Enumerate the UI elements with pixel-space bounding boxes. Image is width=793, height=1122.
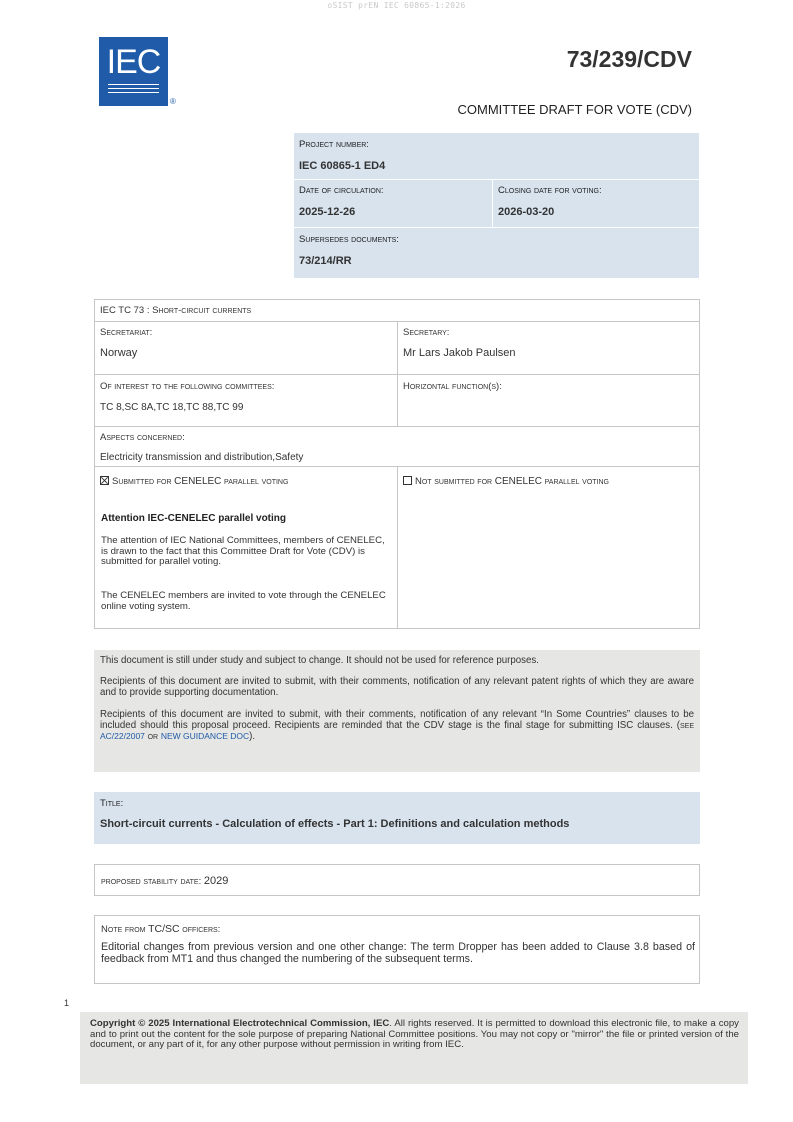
logo-line	[108, 84, 159, 85]
secretariat-cell	[95, 322, 398, 375]
copyright-text: Copyright © 2025 International Electrotechnical Commission, IEC. All rights reserved. It is permitted to download this electronic file, to make a copy and to print out the content for the sole purpose of preparing National Committee positions. You may not copy or "mirror" the file or printed version of the document, or any part of it, for any other purpose without permission in writing from IEC.	[90, 1018, 739, 1050]
notice-p2: Recipients of this document are invited to submit, with their comments, notification of any relevant patent rights of which they are aware and to provide supporting documentation.	[100, 676, 694, 698]
horizontal-cell	[398, 375, 699, 427]
tc-row	[95, 300, 699, 322]
watermark: oSIST prEN IEC 60865-1:2026	[327, 1, 466, 10]
notice-p3: Recipients of this document are invited to submit, with their comments, notification of any relevant “In Some Countries” clauses to be included should this proposal proceed. Recipients are reminded that the CDV stage is the final stage for submitting ISC clauses. (see AC/22/2007 or NEW GUIDANCE DOC).	[100, 709, 694, 742]
title-block	[94, 792, 700, 844]
document-number: 73/239/CDV	[566, 46, 692, 72]
checked-checkbox-icon	[100, 476, 109, 485]
line-number: 1	[64, 998, 70, 1008]
title-label: Title:	[100, 798, 124, 809]
note-label: Note from TC/SC officers:	[101, 923, 221, 935]
secretary-cell	[398, 322, 699, 375]
closing-cell	[493, 180, 699, 228]
project-number-label: Project number:	[299, 139, 369, 150]
iec-logo	[99, 37, 168, 106]
new-guidance-doc-link[interactable]: NEW GUIDANCE DOC	[160, 731, 250, 741]
notice-block	[94, 650, 700, 772]
logo-text: IEC	[106, 43, 161, 81]
project-number-cell	[294, 133, 699, 180]
document-title: Short-circuit currents - Calculation of effects - Part 1: Definitions and calculation methods	[100, 818, 570, 830]
closing-label: Closing date for voting:	[498, 185, 602, 196]
tc-title: IEC TC 73 : Short-circuit currents	[100, 305, 252, 316]
logo-line	[108, 88, 159, 89]
supersedes-cell	[294, 228, 699, 278]
logo-line	[108, 92, 159, 93]
stability-date: proposed stability date: 2029	[101, 875, 229, 887]
cenelec-not-submitted-cell	[398, 467, 699, 628]
note-box	[94, 915, 700, 984]
ac-22-2007-link[interactable]: AC/22/2007	[100, 731, 145, 741]
submitted-option: Submitted for CENELEC parallel voting	[100, 476, 288, 487]
copyright-block	[80, 1012, 748, 1084]
supersedes-label: Supersedes documents:	[299, 234, 399, 245]
project-box	[294, 133, 699, 278]
registered-mark: ®	[170, 97, 176, 106]
interest-value: TC 8,SC 8A,TC 18,TC 88,TC 99	[100, 402, 244, 413]
interest-cell	[95, 375, 398, 427]
circulation-cell	[294, 180, 493, 228]
unchecked-checkbox-icon	[403, 476, 412, 485]
notice-p1: This document is still under study and subject to change. It should not be used for reference purposes.	[100, 655, 539, 666]
circulation-label: Date of circulation:	[299, 185, 384, 196]
horizontal-label: Horizontal function(s):	[403, 381, 502, 392]
secretariat-label: Secretariat:	[100, 327, 153, 338]
secretariat-value: Norway	[100, 347, 138, 359]
secretary-value: Mr Lars Jakob Paulsen	[403, 347, 516, 359]
project-number: IEC 60865-1 ED4	[299, 160, 386, 172]
closing-date: 2026-03-20	[498, 206, 555, 218]
circulation-date: 2025-12-26	[299, 206, 356, 218]
aspects-label: Aspects concerned:	[100, 432, 185, 443]
document-type: COMMITTEE DRAFT FOR VOTE (CDV)	[457, 102, 692, 117]
attention-title: Attention IEC-CENELEC parallel voting	[101, 513, 287, 524]
cenelec-submitted-cell	[95, 467, 398, 628]
aspects-cell	[95, 427, 699, 467]
secretary-label: Secretary:	[403, 327, 450, 338]
committee-table	[94, 299, 700, 629]
not-submitted-option: Not submitted for CENELEC parallel voting	[403, 476, 609, 487]
supersedes-value: 73/214/RR	[299, 255, 352, 267]
note-text: Editorial changes from previous version and one other change: The term Dropper has been added to Clause 3.8 based of feedback from MT1 and thus changed the numbering of the subsequent terms.	[101, 941, 695, 965]
aspects-value: Electricity transmission and distribution,Safety	[100, 452, 304, 463]
members-text: The CENELEC members are invited to vote through the CENELEC online voting system.	[101, 590, 386, 612]
interest-label: Of interest to the following committees:	[100, 381, 275, 392]
stability-box	[94, 864, 700, 896]
attention-text: The attention of IEC National Committees, members of CENELEC, is drawn to the fact that this Committee Draft for Vote (CDV) is submitted for parallel voting.	[101, 535, 385, 567]
